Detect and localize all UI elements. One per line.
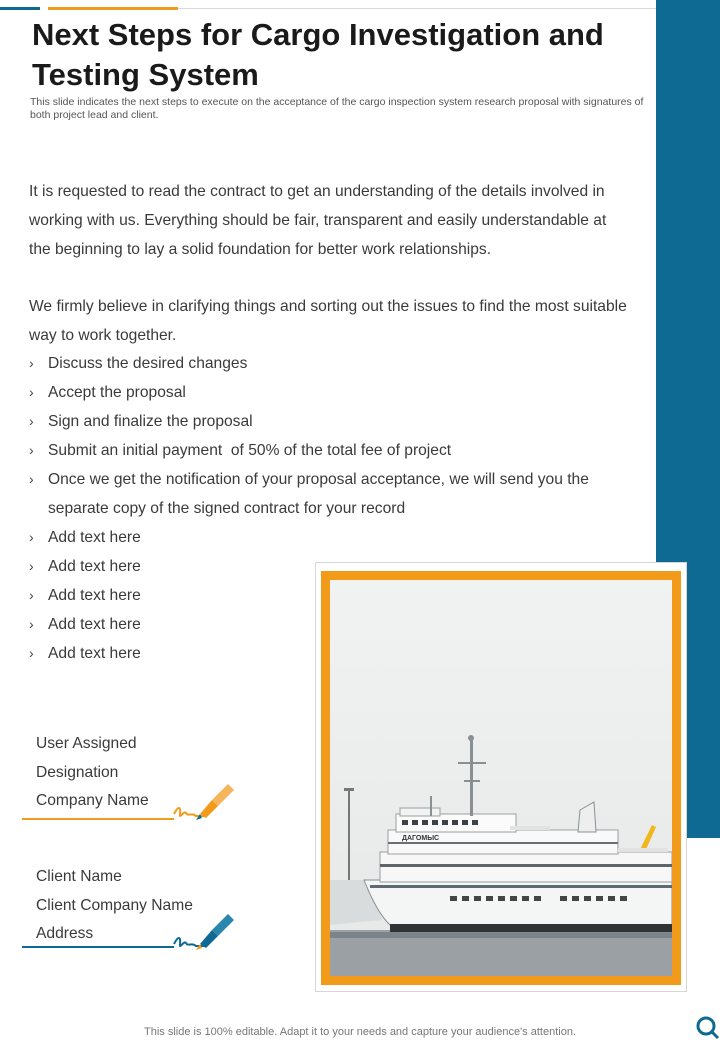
header-divider [178, 8, 656, 9]
search-icon [695, 1014, 720, 1040]
list-item-text: Once we get the notification of your proposal acceptance, we will send you the separate copy of the signed contract for your record [48, 471, 589, 517]
ship-photo [321, 571, 681, 985]
list-item [29, 436, 629, 465]
fountain-pen-icon [172, 780, 236, 824]
header-accent-blue-line [0, 7, 40, 10]
footer-note: This slide is 100% editable. Adapt it to your needs and capture your audience's attention. [144, 1026, 576, 1038]
intro-paragraph: It is requested to read the contract to get an understanding of the details involved in working with us. Everything should be fair, transparent and easily understandable at the beginning to lay a solid foundation for better work relationships. [29, 183, 607, 258]
list-item [29, 465, 629, 523]
list-item-text: Add text here [48, 587, 141, 604]
chevron-right-icon: › [29, 384, 34, 400]
chevron-right-icon: › [29, 471, 34, 487]
header-accent-orange-line [48, 7, 178, 10]
list-item-text: Add text here [48, 529, 141, 546]
chevron-right-icon: › [29, 355, 34, 371]
list-item-text: Discuss the desired changes [48, 355, 248, 372]
ship-name-label: ДАГОМЫС [402, 835, 440, 842]
chevron-right-icon: › [29, 558, 34, 574]
user-assigned-label: User Assigned [36, 735, 137, 752]
chevron-right-icon: › [29, 645, 34, 661]
project-lead-signature-line [22, 818, 174, 820]
ship-illustration [330, 580, 672, 976]
client-signature-line [22, 946, 174, 948]
belief-paragraph: We firmly believe in clarifying things and sorting out the issues to find the most suitable way to work together. [29, 298, 627, 344]
page-title: Next Steps for Cargo Investigation and Testing System [32, 17, 604, 92]
address-label: Address [36, 925, 94, 942]
list-item [29, 407, 629, 436]
list-item-text: Add text here [48, 616, 141, 633]
fountain-pen-icon [172, 910, 236, 954]
chevron-right-icon: › [29, 529, 34, 545]
list-item-text: Add text here [48, 558, 141, 575]
client-company-name-label: Client Company Name [36, 896, 193, 914]
chevron-right-icon: › [29, 442, 34, 458]
list-item-text: Add text here [48, 645, 141, 662]
chevron-right-icon: › [29, 616, 34, 632]
list-item-text: Accept the proposal [48, 384, 186, 401]
designation-label: Designation [36, 763, 119, 781]
chevron-right-icon: › [29, 413, 34, 429]
list-item-text: Submit an initial payment of 50% of the total fee of project [48, 442, 452, 459]
company-name-label: Company Name [36, 792, 149, 809]
list-item-text: Sign and finalize the proposal [48, 413, 253, 430]
chevron-right-icon: › [29, 587, 34, 603]
list-item [29, 378, 629, 407]
client-name-label: Client Name [36, 868, 122, 885]
page-subtitle: This slide indicates the next steps to execute on the acceptance of the cargo inspection system research proposal with signatures of both project lead and client. [30, 96, 644, 121]
list-item [29, 349, 629, 378]
list-item [29, 523, 629, 552]
